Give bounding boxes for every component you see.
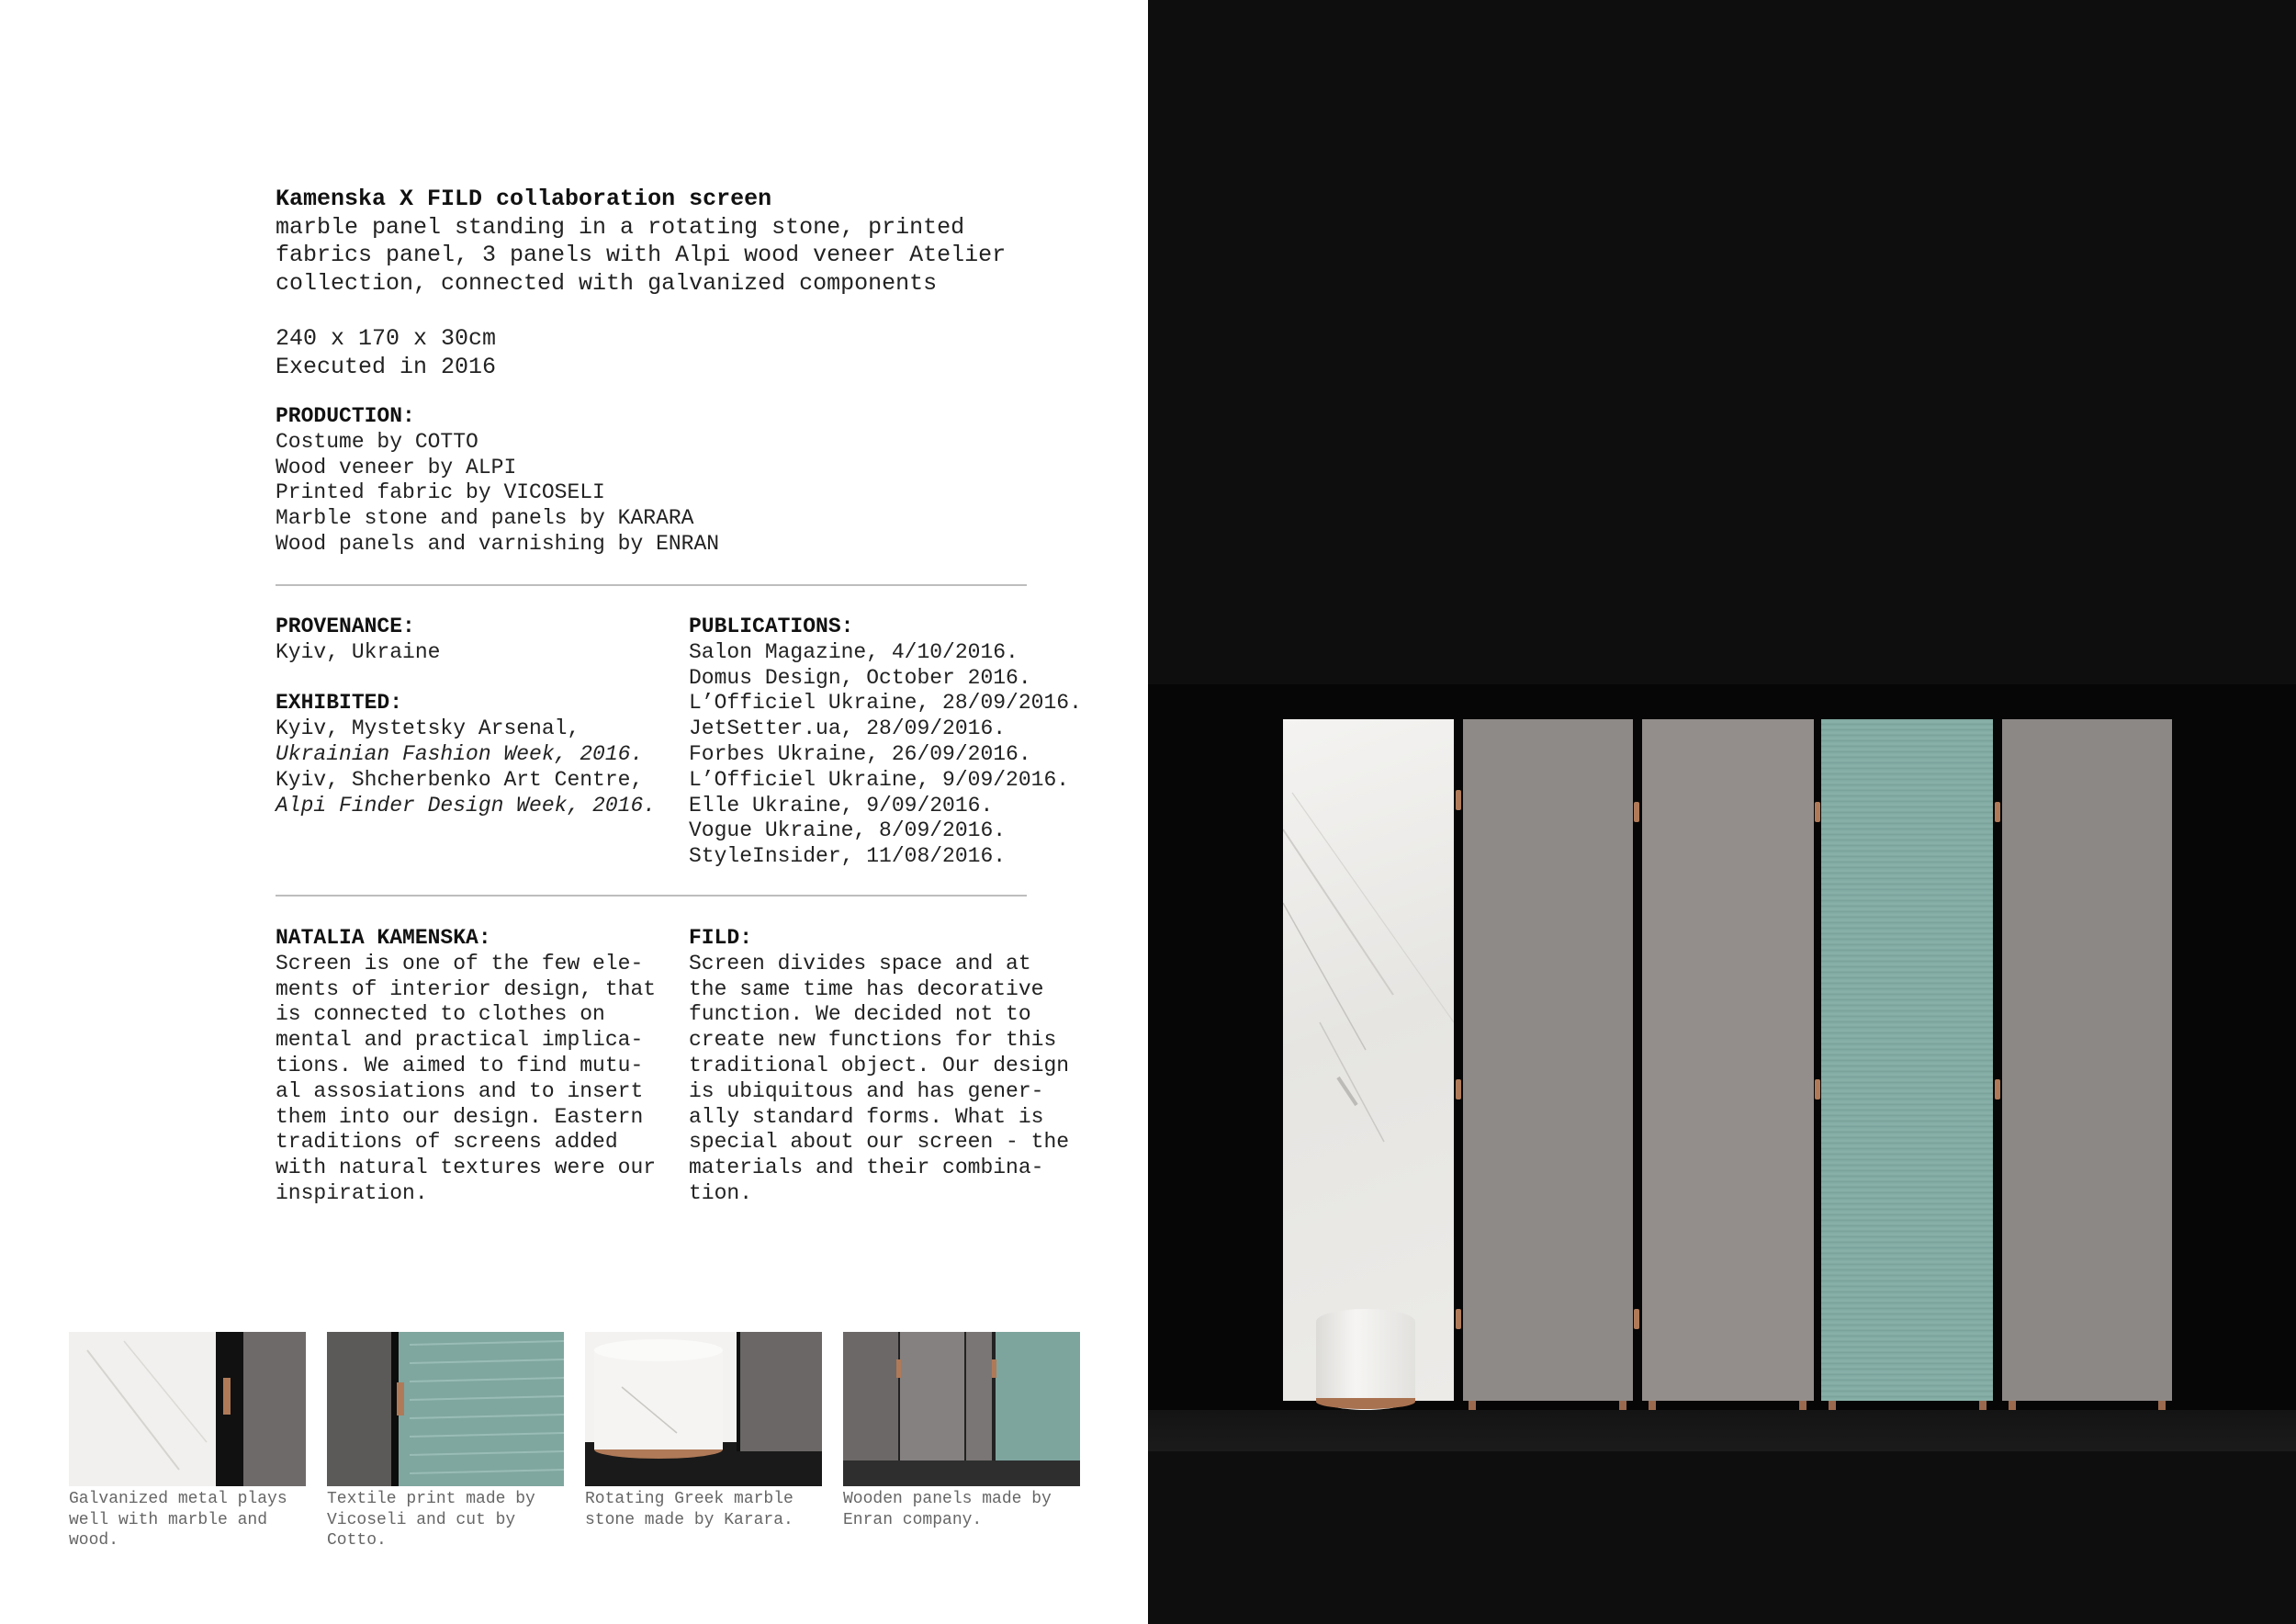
artwork-description: marble panel standing in a rotating stone, printed fabrics panel, 3 panels with Alpi wood veneer Atelier collection, connected with galvanized components [276,213,1007,297]
hinge-1-top [1456,790,1461,810]
production-heading: PRODUCTION: [276,404,415,428]
exhibited-line-3: Kyiv, Shcherbenko Art Centre, [276,767,644,792]
provenance-heading: PROVENANCE: [276,615,415,638]
fild-text: Screen divides space and at the same time has decorative function. We decided not to create new functions for this traditional object. Our design is ubiquitous and has gener- ally standard forms. What is special about our screen - the materials and their combina- tion. [689,951,1070,1205]
marble-stone-image [585,1332,822,1486]
hinge-detail-image [69,1332,306,1486]
thumbnail-marble-stone [585,1332,822,1486]
foot-2 [1619,1401,1626,1410]
artwork-dimensions: 240 x 170 x 30cm [276,325,497,352]
foot-5 [1829,1401,1836,1410]
production-list: Costume by COTTO Wood veneer by ALPI Printed fabric by VICOSELI Marble stone and panels by KARARA Wood panels and varnishing by ENRAN [276,429,720,556]
hinge-3-top [1815,802,1820,822]
exhibited-line-2: Ukrainian Fashion Week, 2016. [276,741,644,766]
provenance-text: Kyiv, Ukraine [276,639,441,664]
hinge-1-bottom [1456,1309,1461,1329]
caption-textile: Textile print made by Vicoseli and cut by Cotto. [327,1490,535,1550]
hinge-4-top [1995,802,2000,822]
hinge-4-mid [1995,1079,2000,1100]
exhibited-line-4: Alpi Finder Design Week, 2016. [276,793,657,818]
natalia-text: Screen is one of the few ele- ments of interior design, that is connected to clothes on mental and practical implica- tions. We aimed to find mutu- al assosiations and to insert them into our design. Eastern traditions of screens added with natural textures were our inspiration. [276,951,657,1205]
wood-panel-2 [1642,719,1814,1401]
caption-wood: Wooden panels made by Enran company. [843,1490,1052,1529]
floor [1148,1410,2296,1451]
textile-panel [1821,719,1993,1401]
publications-list: Salon Magazine, 4/10/2016. Domus Design, October 2016. L’Officiel Ukraine, 28/09/2016. JetSetter.ua, 28/09/2016. Forbes Ukraine, 26/09/2016. L’Officiel Ukraine, 9/09/2016. Elle Ukraine, 9/09/2016. Vogue Ukraine, 8/09/2016. StyleInsider, 11/08/2016. [689,639,1082,869]
divider-1 [276,584,1027,586]
exhibited-heading: EXHIBITED: [276,691,403,716]
thumbnail-textile-detail [327,1332,564,1486]
thumbnail-wood-panels [843,1332,1080,1486]
provenance-block [276,615,680,818]
caption-hinge: Galvanized metal plays well with marble and wood. [69,1490,287,1550]
textile-detail-image [327,1332,564,1486]
fild-heading: FILD: [689,926,753,950]
marble-panel [1283,719,1454,1401]
foot-7 [2009,1401,2016,1410]
thumbnail-hinge-detail [69,1332,306,1486]
wood-panels-image [843,1332,1080,1486]
wood-panel-3 [2002,719,2172,1401]
hinge-3-mid [1815,1079,1820,1100]
artwork-executed: Executed in 2016 [276,353,497,380]
header-block [276,186,1102,381]
natalia-block [276,926,689,1207]
rotating-stone [1316,1309,1415,1410]
divider-2 [276,895,1027,897]
artwork-title: Kamenska X FILD collaboration screen [276,186,772,212]
wood-panel-1 [1463,719,1633,1401]
hinge-1-mid [1456,1079,1461,1100]
exhibited-line-1: Kyiv, Mystetsky Arsenal, [276,716,580,741]
photo-page [1148,0,2296,1624]
foot-3 [1649,1401,1656,1410]
caption-marble: Rotating Greek marble stone made by Karara. [585,1490,793,1529]
foot-8 [2158,1401,2166,1410]
hinge-2-bottom [1634,1309,1639,1329]
publications-heading: PUBLICATIONS: [689,615,854,638]
publications-block [689,615,1111,870]
marble-veins [1283,719,1454,1401]
foot-4 [1799,1401,1806,1410]
fild-block [689,926,1111,1207]
production-block [276,404,1029,558]
hinge-2-top [1634,802,1639,822]
natalia-heading: NATALIA KAMENSKA: [276,926,491,950]
foot-6 [1979,1401,1986,1410]
foot-1 [1469,1401,1476,1410]
